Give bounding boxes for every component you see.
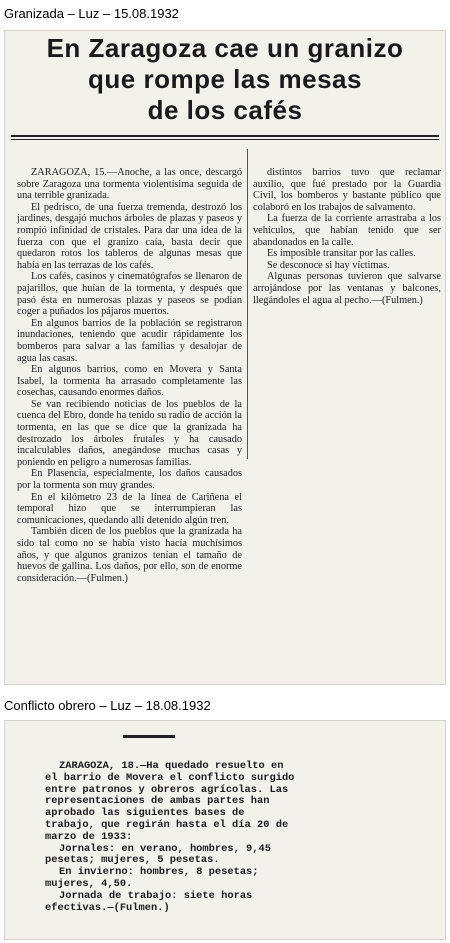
headline-rule-thin	[11, 139, 439, 140]
column-divider	[247, 149, 248, 459]
paragraph: ZARAGOZA, 15.—Anoche, a las once, descargó sobre Zaragoza una tormenta violentísima seguida de una terrible granizada.	[17, 167, 242, 202]
paragraph: En algunos barrios, como en Movera y Santa Isabel, la tormenta ha arrasado completamente las cosechas, causando enormes daños.	[17, 364, 242, 399]
paragraph: Se desconoce si hay víctimas.	[267, 259, 390, 271]
paragraph: El pedrisco, de una fuerza tremenda, destrozó los jardines, desgajó muchos árboles de plazas y paseos y rompió infinidad de cristales. Para dar una idea de la fuerza con que el granizo caía, basta decir que quedaron rotos los tableros de algunas mesas que había en las terrazas de los cafés.	[17, 201, 242, 271]
newspaper-clipping-granizada	[4, 30, 446, 685]
paragraph: Los cafés, casinos y cinematógrafos se llenaron de pajarillos, que huían de la tormenta, y después que pasó ésta en numerosas plazas y paseos se podían coger a puñados los pájaros muertos.	[17, 271, 242, 318]
headline-line: de los cafés	[147, 95, 303, 125]
clipping-caption-granizada: Granizada – Luz – 15.08.1932	[4, 6, 179, 21]
paragraph: Es imposible transitar por las calles.	[267, 248, 416, 260]
paragraph: La fuerza de la corriente arrastraba a los vehículos, que habían tenido que ser abandonados en la calle.	[253, 213, 441, 248]
paragraph: distintos barrios tuvo que reclamar auxilio, que fué prestado por la Guardia Civil, los bomberos y bastante público que colaboró en los trabajos de salvamento.	[253, 167, 441, 213]
headline-line: que rompe las mesas	[88, 64, 362, 94]
paragraph: En el kilómetro 23 de la línea de Cariñena el temporal hizo que se interrumpieran las comunicaciones, quedando allí detenido algún tren.	[17, 491, 242, 526]
article-headline	[5, 33, 445, 126]
separator-rule	[123, 735, 175, 738]
paragraph: Se van recibiendo noticias de los pueblos de la cuenca del Ebro, donde ha tenido su radio de acción la tormenta, en las que se dice que la granizada ha destrozado los árboles frutales y ha causado incalculables daños, anegándose muchas casas y poniendo en peligro a numerosas familias.	[17, 398, 242, 468]
article-body	[45, 761, 295, 914]
newspaper-clipping-conflicto	[4, 720, 446, 940]
paragraph: Jornales: en verano, hombres, 9,45 pesetas; mujeres, 5 pesetas.	[45, 842, 272, 867]
paragraph: Jornada de trabajo: siete horas efectivas.—(Fulmen.)	[45, 889, 253, 914]
paragraph: En invierno: hombres, 8 pesetas; mujeres, 4,50.	[45, 866, 259, 890]
paragraph: En Plasencia, especialmente, los daños causados por la tormenta son muy grandes.	[17, 468, 242, 492]
article-column-1	[17, 167, 242, 584]
headline-rule	[11, 135, 439, 137]
paragraph: Algunas personas tuvieron que salvarse arrojándose por las ventanas y balcones, llegándoles el agua al pecho.—(Fulmen.)	[253, 271, 441, 306]
paragraph: También dicen de los pueblos que la granizada ha sido tal como no se había visto hacía muchísimos años, y que algunos granizos tenían el tamaño de huevos de gallina. Los daños, por ello, son de enorme consideración.—(Fulmen.)	[17, 526, 242, 584]
clipping-caption-conflicto: Conflicto obrero – Luz – 18.08.1932	[4, 698, 211, 713]
paragraph: En algunos barrios de la población se registraron inundaciones, teniendo que acudir rápidamente los bomberos para salvar a las familias y desalojar de agua las casas.	[17, 317, 242, 364]
paragraph: ZARAGOZA, 18.—Ha quedado resuelto en el barrio de Movera el conflicto surgido entre patronos y obreros agrícolas. Las representaciones de ambas partes han aprobado las siguientes bases de trabajo, que regirán hasta el día 20 de marzo de 1933:	[45, 760, 295, 843]
article-column-2	[253, 167, 441, 306]
headline-line: En Zaragoza cae un granizo	[46, 33, 404, 63]
